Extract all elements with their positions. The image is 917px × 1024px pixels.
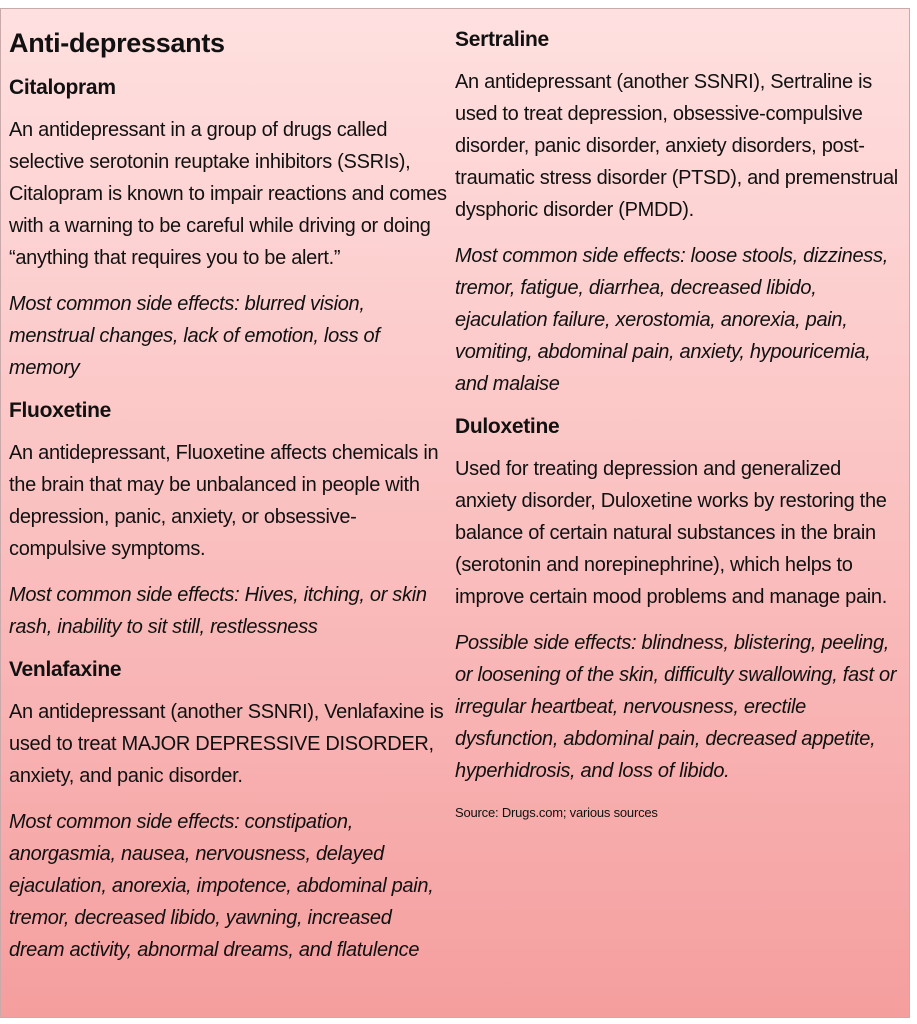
drug-section-venlafaxine xyxy=(9,657,449,966)
source-note: Source: Drugs.com; various sources xyxy=(455,805,658,821)
side-effects: Most common side effects: loose stools, dizziness, tremor, fatigue, diarrhea, decreased libido, ejaculation failure, xerostomia, anorexia, pain, vomiting, abdominal pain, anxiety, hypouricemia, and malaise xyxy=(455,245,888,396)
drug-description: An antidepressant in a group of drugs called selective serotonin reuptake inhibitors (SSRIs), Citalopram is known to impair reactions and comes with a warning to be careful while driving or doing “anything that requires you to be alert.” xyxy=(9,118,447,269)
drug-title: Citalopram xyxy=(9,75,116,99)
left-column xyxy=(9,17,449,980)
side-effects: Most common side effects: blurred vision, menstrual changes, lack of emotion, loss of memory xyxy=(9,292,380,379)
drug-info-card xyxy=(0,8,910,1018)
drug-section-sertraline xyxy=(455,27,899,400)
side-effects: Possible side effects: blindness, blistering, peeling, or loosening of the skin, difficulty swallowing, fast or irregular heartbeat, nervousness, erectile dysfunction, abdominal pain, decreased appetite, hyperhidrosis, and loss of libido. xyxy=(455,632,897,783)
drug-description: An antidepressant (another SSNRI), Venlafaxine is used to treat MAJOR DEPRESSIVE DISORDER, anxiety, and panic disorder. xyxy=(9,701,444,788)
drug-description: An antidepressant (another SSNRI), Sertraline is used to treat depression, obsessive-compulsive disorder, panic disorder, anxiety disorders, post-traumatic stress disorder (PTSD), and premenstrual dysphoric disorder (PMDD). xyxy=(455,71,898,222)
drug-section-citalopram xyxy=(9,75,449,384)
drug-description: Used for treating depression and generalized anxiety disorder, Duloxetine works by restoring the balance of certain natural substances in the brain (serotonin and norepinephrine), which helps to improve certain mood problems and manage pain. xyxy=(455,458,888,609)
side-effects: Most common side effects: constipation, anorgasmia, nausea, nervousness, delayed ejaculation, anorexia, impotence, abdominal pain, tremor, decreased libido, yawning, increased dream activity, abnormal dreams, and flatulence xyxy=(9,811,434,962)
page-title: Anti-depressants xyxy=(9,28,225,58)
drug-title: Fluoxetine xyxy=(9,398,112,422)
drug-section-fluoxetine xyxy=(9,398,449,643)
drug-title: Venlafaxine xyxy=(9,658,122,682)
drug-title: Duloxetine xyxy=(455,415,560,439)
right-column xyxy=(455,17,899,820)
drug-description: An antidepressant, Fluoxetine affects chemicals in the brain that may be unbalanced in people with depression, panic, anxiety, or obsessive-compulsive symptoms. xyxy=(9,442,439,561)
side-effects: Most common side effects: Hives, itching, or skin rash, inability to sit still, restlessness xyxy=(9,584,427,639)
drug-title: Sertraline xyxy=(455,28,549,51)
drug-section-duloxetine xyxy=(455,414,899,787)
